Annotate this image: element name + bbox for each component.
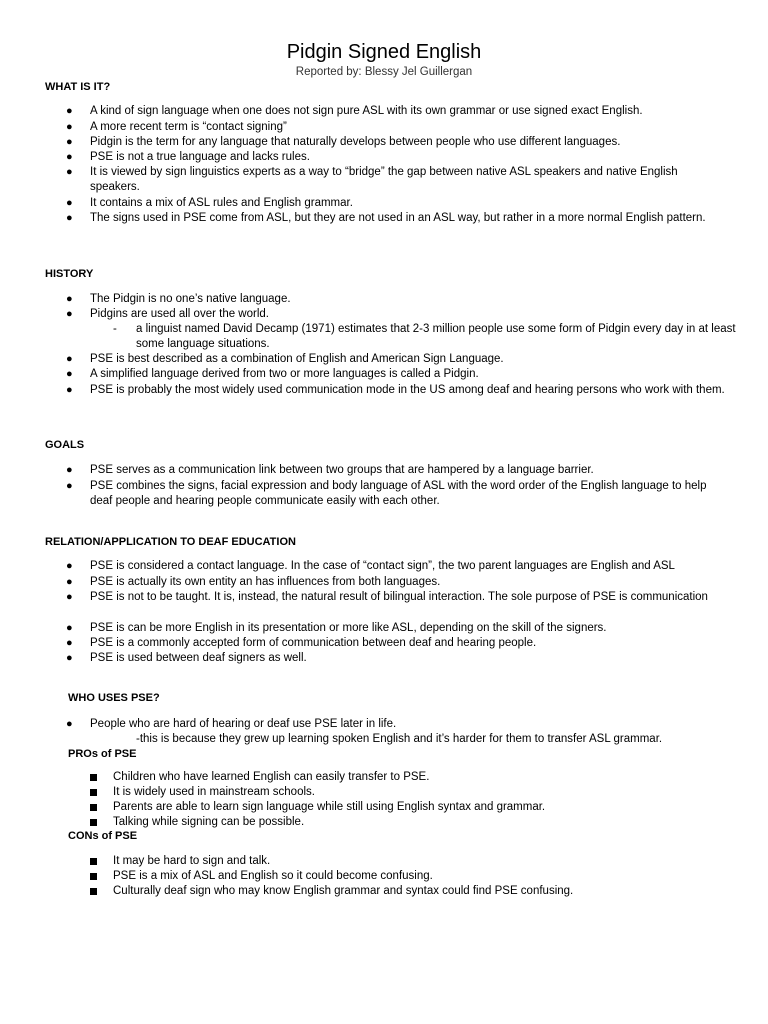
document-subtitle: Reported by: Blessy Jel Guillergan	[295, 66, 473, 78]
bullet-icon: ●	[66, 718, 73, 730]
list-item: PSE is considered a contact language. In the case of “contact sign”, the two parent languages are English and ASL	[90, 560, 675, 572]
bullet-icon: ●	[66, 652, 73, 664]
list-item: PSE is can be more English in its presentation or more like ASL, depending on the skill of the signers.	[90, 622, 607, 634]
heading-history: HISTORY	[45, 268, 94, 280]
list-item: Parents are able to learn sign language while still using English syntax and grammar.	[113, 801, 546, 813]
square-bullet-icon	[90, 804, 97, 811]
bullet-icon: ●	[66, 197, 73, 209]
square-bullet-icon	[90, 888, 97, 895]
list-item: PSE is a commonly accepted form of communication between deaf and hearing people.	[90, 637, 537, 649]
bullet-icon: ●	[66, 151, 73, 163]
list-item: PSE is probably the most widely used communication mode in the US among deaf and hearing persons who work with them.	[90, 384, 725, 396]
list-item: The signs used in PSE come from ASL, but they are not used in an ASL way, but rather in a more normal English pattern.	[90, 212, 706, 224]
bullet-icon: ●	[66, 105, 73, 117]
list-item: The Pidgin is no one’s native language.	[90, 293, 291, 305]
list-item: People who are hard of hearing or deaf use PSE later in life.	[90, 718, 397, 730]
list-item: Pidgin is the term for any language that naturally develops between people who use different languages.	[90, 136, 621, 148]
bullet-icon: ●	[66, 560, 73, 572]
list-item: Children who have learned English can easily transfer to PSE.	[113, 771, 430, 783]
list-item: PSE is a mix of ASL and English so it could become confusing.	[113, 870, 433, 882]
list-item: Talking while signing can be possible.	[113, 816, 305, 828]
square-bullet-icon	[90, 873, 97, 880]
heading-goals: GOALS	[45, 439, 85, 451]
list-item: PSE is used between deaf signers as well.	[90, 652, 307, 664]
bullet-icon: ●	[66, 622, 73, 634]
document-title: Pidgin Signed English	[286, 41, 482, 63]
square-bullet-icon	[90, 789, 97, 796]
heading-what-is-it: WHAT IS IT?	[45, 81, 111, 93]
bullet-icon: ●	[66, 212, 73, 224]
bullet-icon: ●	[66, 637, 73, 649]
list-item: A simplified language derived from two or more languages is called a Pidgin.	[90, 368, 479, 380]
bullet-icon: ●	[66, 464, 73, 476]
list-item: PSE is actually its own entity an has influences from both languages.	[90, 576, 441, 588]
bullet-icon: ●	[66, 384, 73, 396]
heading-cons: CONs of PSE	[68, 830, 138, 842]
bullet-icon: ●	[66, 576, 73, 588]
sub-list-item: a linguist named David Decamp (1971) estimates that 2-3 million people use some form of Pidgin every day in at least some language situations.	[136, 323, 736, 351]
list-item: PSE is not a true language and lacks rules.	[90, 151, 310, 163]
bullet-icon: ●	[66, 308, 73, 320]
heading-who-uses: WHO USES PSE?	[68, 692, 160, 704]
list-item: PSE is best described as a combination of English and American Sign Language.	[90, 353, 504, 365]
note-text: -this is because they grew up learning spoken English and it’s harder for them to transfer ASL grammar.	[136, 733, 663, 745]
square-bullet-icon	[90, 774, 97, 781]
bullet-icon: ●	[66, 166, 73, 178]
square-bullet-icon	[90, 819, 97, 826]
list-item: A kind of sign language when one does not sign pure ASL with its own grammar or use signed exact English.	[90, 105, 643, 117]
list-item: A more recent term is “contact signing”	[90, 121, 287, 133]
list-item: PSE combines the signs, facial expression and body language of ASL with the word order of the English language to help deaf people and hearing people communicate easily with each other.	[90, 480, 707, 508]
list-item: Pidgins are used all over the world.	[90, 308, 269, 320]
heading-pros: PROs of PSE	[68, 748, 137, 760]
bullet-icon: ●	[66, 121, 73, 133]
list-item: PSE serves as a communication link between two groups that are hampered by a language barrier.	[90, 464, 594, 476]
list-item: PSE is not to be taught. It is, instead, the natural result of bilingual interaction. The sole purpose of PSE is communication	[90, 591, 708, 603]
square-bullet-icon	[90, 858, 97, 865]
bullet-icon: ●	[66, 591, 73, 603]
bullet-icon: ●	[66, 353, 73, 365]
heading-relation: RELATION/APPLICATION TO DEAF EDUCATION	[45, 536, 296, 548]
bullet-icon: ●	[66, 293, 73, 305]
bullet-icon: ●	[66, 368, 73, 380]
list-item: It contains a mix of ASL rules and English grammar.	[90, 197, 353, 209]
bullet-icon: ●	[66, 480, 73, 492]
list-item: It is viewed by sign linguistics experts as a way to “bridge” the gap between native ASL speakers and native English speakers.	[90, 166, 678, 194]
bullet-icon: ●	[66, 136, 73, 148]
list-item: It is widely used in mainstream schools.	[113, 786, 315, 798]
dash-marker: -	[113, 323, 117, 335]
list-item: Culturally deaf sign who may know English grammar and syntax could find PSE confusing.	[113, 885, 574, 897]
list-item: It may be hard to sign and talk.	[113, 855, 271, 867]
